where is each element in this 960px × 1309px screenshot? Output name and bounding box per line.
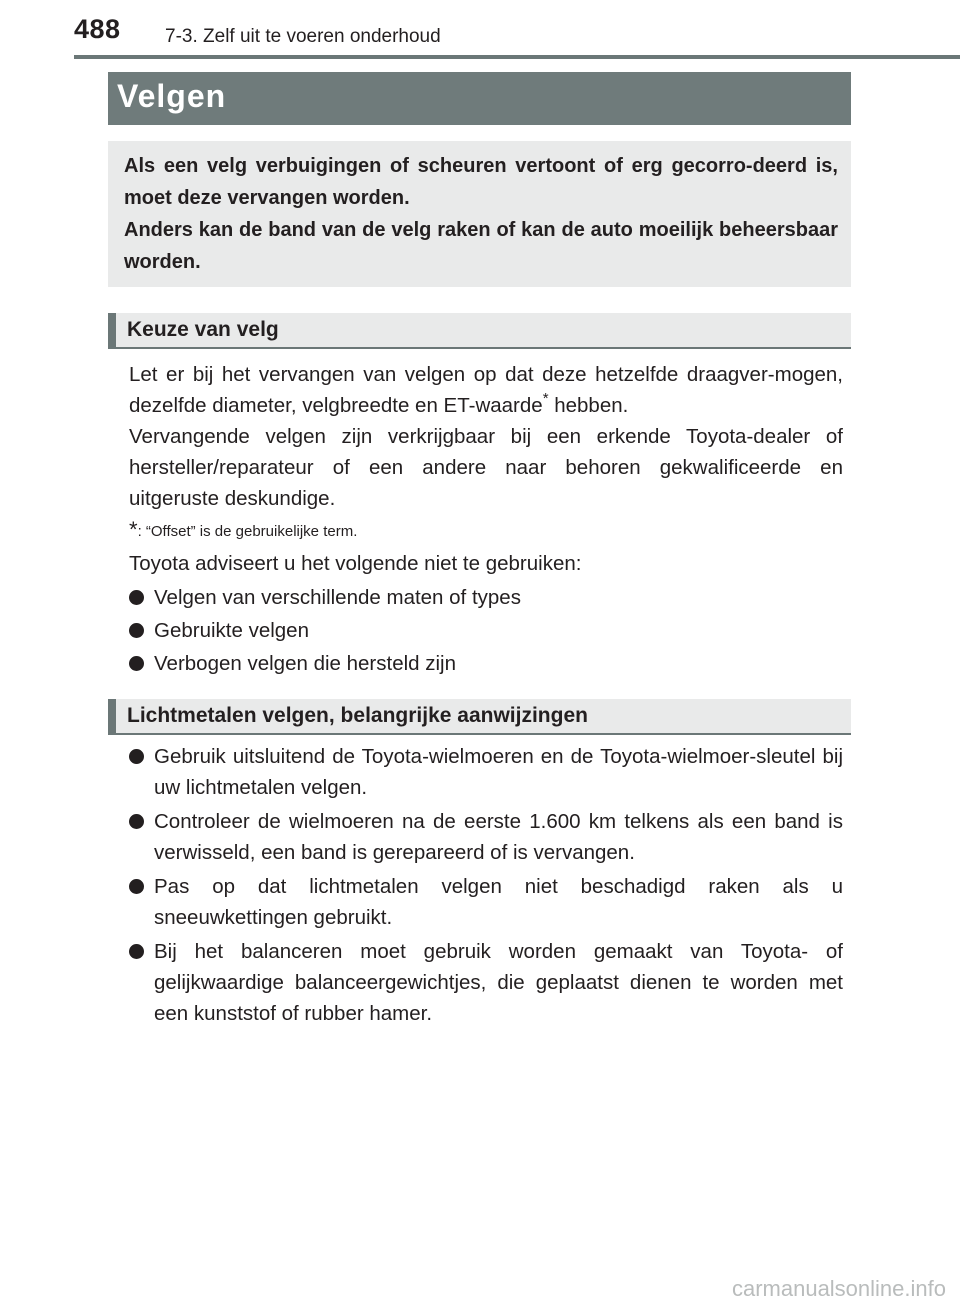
list-item [129,582,843,613]
bullet-icon [129,656,144,671]
subheading-label: Lichtmetalen velgen, belangrijke aanwijzingen [127,704,588,727]
subheading-label: Keuze van velg [127,318,279,341]
footnote [129,517,843,542]
bullet-icon [129,879,144,894]
subheading-wheel-choice [108,313,851,349]
watermark: carmanualsonline.info [731,1276,946,1301]
list-item-text: Gebruik uitsluitend de Toyota-wielmoeren en de Toyota-wielmoer-sleutel bij uw lichtmetalen velgen. [154,745,843,799]
advice-text: Toyota adviseert u het volgende niet te gebruiken: [129,552,582,575]
list-item-text: Velgen van verschillende maten of types [154,586,521,609]
bullet-icon [129,944,144,959]
intro-line-2: Anders kan de band van de velg raken of kan de auto moeilijk beheersbaar worden. [124,219,838,273]
footnote-marker: * [542,390,549,407]
list-item-text: Bij het balanceren moet gebruik worden gemaakt van Toyota- of gelijkwaardige balanceergewichtjes, die geplaatst dienen te worden met een kunststof of rubber hamer. [154,940,843,1025]
list-item [129,648,843,679]
list-item [129,615,843,646]
section-wheel-choice-body [129,359,843,681]
subheading-bar [108,699,116,733]
paragraph-requirements [129,359,843,421]
subheading-alloy-wheels [108,699,851,735]
page-header [0,0,960,60]
paragraph-text: Let er bij het vervangen van velgen op dat deze hetzelfde draagver-mogen, dezelfde diameter, velgbreedte en ET-waarde [129,363,843,417]
bullet-icon [129,814,144,829]
list-item [129,741,843,803]
bullet-icon [129,623,144,638]
intro-line-1: Als een velg verbuigingen of scheuren vertoont of erg gecorro-deerd is, moet deze vervangen worden. [124,155,838,209]
bullet-list-alloy [129,741,843,1029]
intro-text [124,150,838,278]
list-item-text: Verbogen velgen die hersteld zijn [154,652,457,675]
header-rule [74,55,960,59]
paragraph-availability: Vervangende velgen zijn verkrijgbaar bij een erkende Toyota-dealer of hersteller/reparateur of een andere naar behoren gekwalificeerde en uitgeruste deskundige. [129,425,843,510]
list-item [129,936,843,1029]
list-item [129,871,843,933]
list-item-text: Controleer de wielmoeren na de eerste 1.600 km telkens als een band is verwisseld, een band is gerepareerd of is vervangen. [154,810,843,864]
list-item-text: Pas op dat lichtmetalen velgen niet beschadigd raken als u sneeuwkettingen gebruikt. [154,875,843,929]
page-number: 488 [74,14,121,44]
list-item [129,806,843,868]
section-reference: 7-3. Zelf uit te voeren onderhoud [165,26,441,47]
page-title: Velgen [117,78,227,114]
bullet-list-avoid [129,582,843,679]
paragraph-text-end: hebben. [548,394,629,417]
list-item-text: Gebruikte velgen [154,619,309,642]
bullet-icon [129,749,144,764]
section-alloy-wheels-body [129,741,843,1032]
footnote-text: : “Offset” is de gebruikelijke term. [137,523,358,540]
subheading-bar [108,313,116,347]
bullet-icon [129,590,144,605]
footnote-star: * [129,517,138,542]
